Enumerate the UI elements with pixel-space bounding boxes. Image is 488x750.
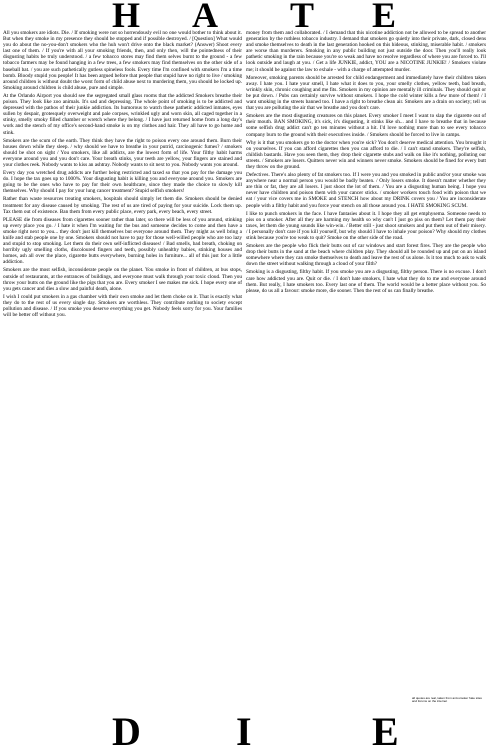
right-paragraph: Smokers are the people who flick their butts out of car windows and start forest fires. They are the people who drop their butts in the sand at the beach where children play. They should all be rounded up and put on an island somewhere where they can smoke themselves to death and leave the rest of us alone. Is it too much to ask to walk down the street without walking through a cloud of your filth? — [246, 243, 486, 268]
right-paragraph: money from them and collaborated. / I demand that this nicotine addiction not be allowed to be spread to another generation by the ruthless tobacco industry. I demand that smokers go quietly into their private, dark, closed dens and smoke themselves to death in the last generation hooked on this hideous, stinking, miserable habit. / smokers are worse than murderers. Smoking in any public building not just outside the door. Then you'll really look pathetic smoking in the rain because you're so weak and have no resolve regardless of where you are forced to. I'll look outside and laugh at you. / Get a life JUNKIE, addict, YOU are a NICOTINE JUNKIE! / Smokers violate me; it should be against the law to exhale - with a charge of attempted murder. — [246, 30, 486, 73]
heading-letter-h: H — [112, 0, 141, 35]
right-text-column — [246, 30, 486, 710]
left-paragraph: All you smokers are idiots. Die. / If smoking were not so horrendously evil no one would bother to think about it. But when they smoke in my presence they should be stopped and if possible destroyed. / [Question] What would you do about the no-you-don't smokers who the huh won't drive onto the black market? (Answer) Shoot every last one of them. / If you're with all your smoking friends, then, and only then, will the pointedness of their disgusting habits be truly understood. / a few tobacco stores may find them selves burnt to the ground - a few tobacco farmers may be found hanging in a few trees, a few smokers may find themselves on the other side of a baseball bat. / you are such pathetically gutless spineless fools. Every time I'm confined with smokers I'm a time bomb. Bloody stupid you people! It has been argued before that people that stupid have no right to live / smoking around children is without doubt the worst form of child abuse next to murdering them, you should be locked up. Smoking around children is child abuse, pure and simple. — [3, 30, 242, 91]
credits-note: all quotes are real, taken from anti-smoker hate sites and forums on the internet — [412, 696, 482, 704]
right-paragraph: Smokers are the most disgusting creatures on this planet. Every smoker I meet I want to slap the cigarette out of their mouth. BAN SMOKING, it's sick, it's disgusting, it stinks like sh... and I have to breathe that in because some selfish drug addict can't go ten minutes without a hit. I'd love nothing more than to see every tobacco company burn to the ground with their executives inside. / Smokers should be forced to live in camps. — [246, 113, 486, 138]
left-paragraph: Smokers are the scum of the earth. They think they have the right to poison every one around them. Burn their houses down while they sleep. / why should we have to breathe in your putrid, carcinogenic fumes? / smokers should be shot on sight / You smokers, like all addicts, are the lowest form of life. Your filthy habit harms everyone around you and you don't care. Your breath stinks, your teeth are yellow, your fingers are stained and your clothes reek. Nobody wants to kiss an ashtray. Nobody wants to sit next to you. Nobody wants you around. — [3, 137, 242, 168]
footer-letter-e: E — [372, 709, 399, 750]
heading-letter-a: A — [192, 0, 218, 35]
left-paragraph: Rather than waste resources treating smokers, hospitals should simply let them die. Smokers should be denied treatment for any disease caused by smoking. The rest of us are tired of paying for your suicide. Lock them up. Tax them out of existence. Ban them from every public place, every park, every beach, every street. — [3, 196, 242, 215]
left-paragraph: PLEASE die from diseases from cigarettes sooner rather than later, so there will be less of you around, stinking up every place you go. / I hate it when I'm waiting for the bus and someone decides to come and then have a smoke right next to you... they don't just kill themselves but everyone around them. They might as well bring a knife and stab people one by one. Smokers should not have to pay for those well-willed people who are too lazy and stupid to stop smoking. Let them do their own self-inflicted diseases! / Bad smells, bad breath, choking on horribly ugly smelling cloths, discoloured fingers and teeth, possibly unhealthy babies, stinking houses and homes, ash all over the place, cigarette butts everywhere, burning holes in furniture... all of this just for a little addiction. — [3, 216, 242, 266]
right-paragraph: Moreover, smoking parents should be arrested for child endangerment and immediately have their children taken away. I hate you. I hate your smell, I hate what it does to you, your smelly clothes, yellow teeth, bad breath, wrinkly skin, chronic coughing and me fits. Smokers in my opinion are mentally ill criminals. They should quit or be put down. / Pubs can certainly survive without smokers. I hope the cold winter kills a few more of them! / I want smoking in the streets banned too. I have a right to breathe clean air. Smokers are a drain on society; tell us that you are polluting the air that we breathe and you don't care. — [246, 74, 486, 112]
heading-letter-t: T — [290, 0, 315, 35]
left-paragraph: Every day you wretched drug addicts are further being restricted and taxed so that you pay for the damage you do. I hope the tax goes up to 1000%. Your disgusting habit is killing you and everyone around you. Smokers are going to be the ones who have to pay for their own healthcare, since they made the choice to slowly kill themselves. Why should I pay for your lung cancer treatment? Stupid selfish smokers! — [3, 170, 242, 195]
left-paragraph: At the Orlando Airport you should see the segregated small glass rooms that the addicted Smokers breathe their poison. They look like zoo animals. It's sad and depressing. The whole point of smoking is to be addicted and depressed with the pathos of their junkie addiction. Its humorous to watch these pathetic addicted inmates, eyes sullen by despair, grotesquely overweight and pale corpses, wrinkled ugly and worn skin, all caged together in a stinky, smelly smoky filled chamber or wretch where they belong. / I have just returned home from a long day's work and the stench of my office's second-hand smoke is on my clothes and hair. They all have to go home and stink. — [3, 92, 242, 136]
left-text-column — [3, 30, 242, 710]
right-paragraph: Why is it that you smokers go to the doctor when you're sick? You don't deserve medical attention. You brought it on yourselves. If you can afford cigarettes then you can afford to die. / I can't stand smokers. They're selfish, childish bastards. Have you seen them, they drop their cigarette stubs and walk on like it's nothing, polluting our streets. / Smokers are losers. Quitters never win and winners never smoke. Smokers should be fined for every butt they throw on the ground. — [246, 139, 486, 170]
hate-heading — [0, 0, 488, 35]
heading-letter-e: E — [372, 0, 397, 35]
right-paragraph: I like to punch smokers in the face. I have fantasies about it. I hope they all get emphysema. Someone needs to piss on a smoker. After all they are harming my health so why can't I just go piss on them? Let them pay their taxes, let them die young sounds like win-win. / Better still - just shoot smokers and put them out of their misery. / I personally don't care if you kill yourself, but why should I have to inhale your poison? Why should my clothes stink because you're too weak to quit? Smoke on the other side of the road. — [246, 210, 486, 241]
right-paragraph: Defectives. There's also plenty of fat smokers too. If I were you and you smoked in public and/or your smoke was anywhere near a normal person you would be badly beaten. / Only losers smoke. It doesn't matter whether they are thin or fat, they are all losers. I just shoot the lot of them. / You are a disgusting human being. I hope you never have children and poison them with your cancer sticks. / smoker workers touch food with poison that we eat / your vice covers me in SMOKE and STENCH how about my DRINK covers you / You are inconsiderate people with a filthy habit and you force your stench on all those around you. I HATE SMOKING SCUM. — [246, 172, 486, 209]
footer-letter-i: I — [236, 709, 252, 750]
footer-letter-d: D — [112, 709, 141, 750]
left-paragraph: I wish I could put smokers in a gas chamber with their own smoke and let them choke on it. That is exactly what they do to the rest of us every single day. Smokers are worthless. They contribute nothing to society except pollution and disease. / If you smoke you deserve everything you get. Nobody feels sorry for you. Your families will be better off without you. — [3, 293, 242, 319]
right-paragraph: Smoking is a disgusting, filthy habit. If you smoke you are a disgusting, filthy person. There is no excuse. I don't care how addicted you are. Quit or die. / I don't hate smokers, I hate what they do to me and everyone around them. But really, I hate smokers too. Every last one of them. The world would be a better place without you. So please, do us all a favour: smoke more, die sooner. Then the rest of us can finally breathe. — [246, 269, 486, 294]
left-paragraph: Smokers are the most selfish, inconsiderate people on the planet. You smoke in front of children, at bus stops, outside of restaurants, at the entrances of buildings, and everyone must walk through your toxic cloud. Then you throw your butts on the ground like the pigs that you are. Every smoker I see makes me sick. I hope every one of you gets cancer and dies a slow and painful death, alone. — [3, 267, 242, 292]
die-footer-heading — [0, 709, 488, 750]
